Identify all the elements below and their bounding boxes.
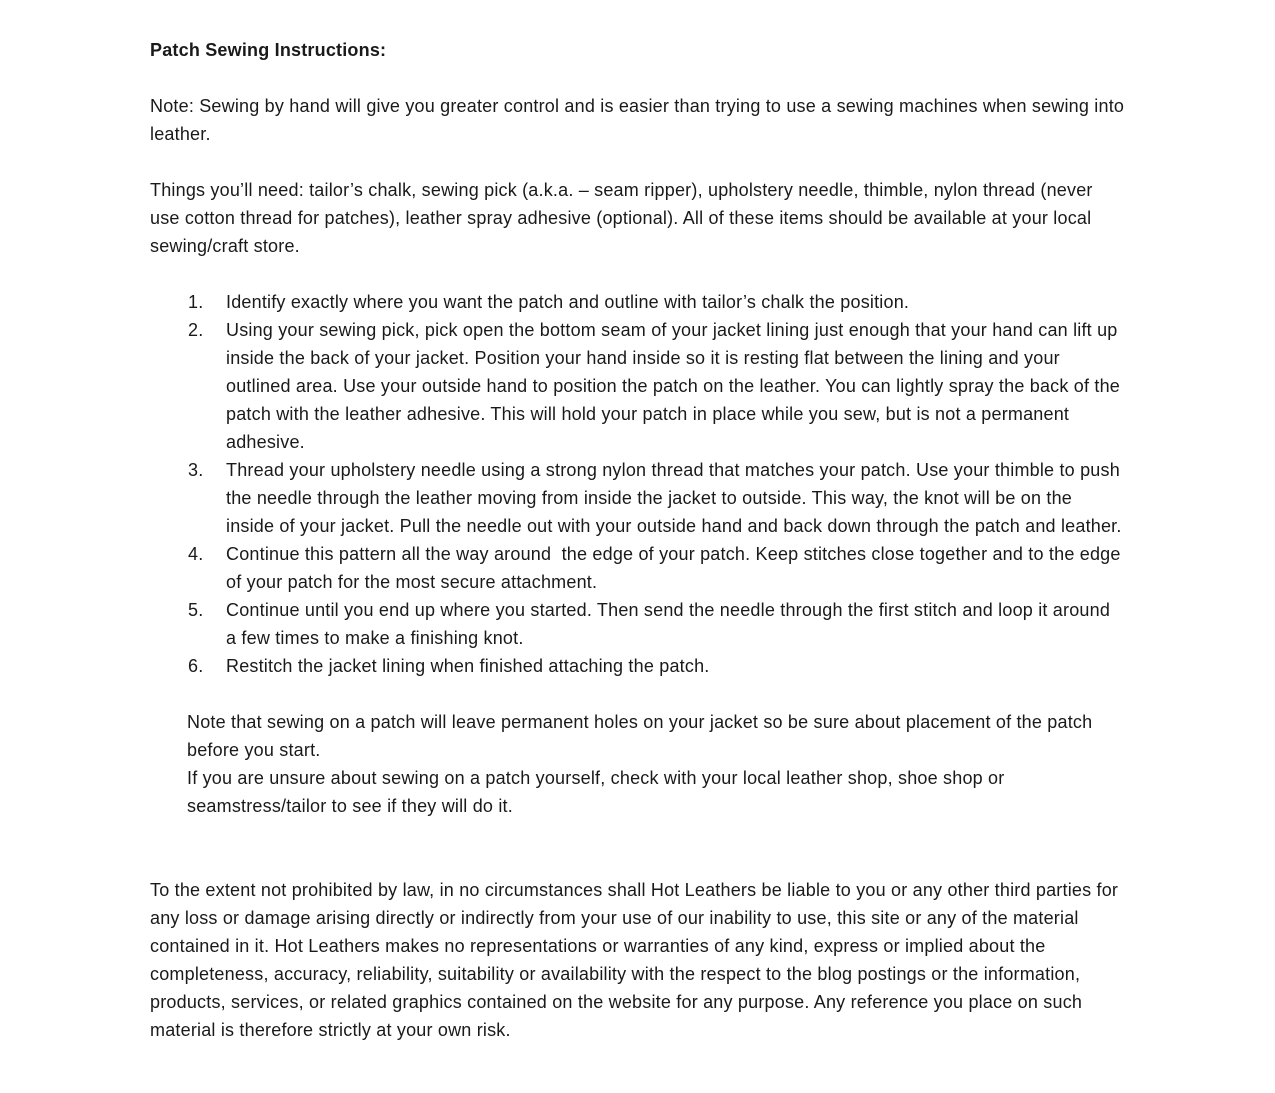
instruction-steps-list xyxy=(150,288,1125,680)
step-item-4 xyxy=(188,540,1125,596)
materials-paragraph: Things you’ll need: tailor’s chalk, sewing pick (a.k.a. – seam ripper), upholstery needle, thimble, nylon thread (never use cotton thread for patches), leather spray adhesive (optional). All of these items should be available at your local sewing/craft store. xyxy=(150,180,1098,256)
step-number: 5. xyxy=(188,600,204,620)
step-text: Restitch the jacket lining when finished attaching the patch. xyxy=(226,656,710,676)
hand-sewing-note-paragraph: Note: Sewing by hand will give you greater control and is easier than trying to use a sewing machines when sewing into leather. xyxy=(150,96,1130,144)
step-number: 3. xyxy=(188,460,204,480)
step-number: 2. xyxy=(188,320,204,340)
step-number: 1. xyxy=(188,292,204,312)
document-title: Patch Sewing Instructions: xyxy=(150,40,387,60)
disclaimer-paragraph: To the extent not prohibited by law, in no circumstances shall Hot Leathers be liable to you or any other third parties for any loss or damage arising directly or indirectly from your use of our inability to use, this site or any of the material contained in it. Hot Leathers makes no representations or warranties of any kind, express or implied about the completeness, accuracy, reliability, suitability or availability with the respect to the blog postings or the information, products, services, or related graphics contained on the website for any purpose. Any reference you place on such material is therefore strictly at your own risk. xyxy=(150,880,1124,1040)
step-text: Using your sewing pick, pick open the bottom seam of your jacket lining just enough that your hand can lift up inside the back of your jacket. Position your hand inside so it is resting flat between the lining and your outlined area. Use your outside hand to position the patch on the leather. You can lightly spray the back of the patch with the leather adhesive. This will hold your patch in place while you sew, but is not a permanent adhesive. xyxy=(226,320,1126,452)
step-number: 4. xyxy=(188,544,204,564)
placement-note-line-1: Note that sewing on a patch will leave permanent holes on your jacket so be sure about placement of the patch before you start. xyxy=(187,712,1098,760)
placement-note-line-2: If you are unsure about sewing on a patch yourself, check with your local leather shop, shoe shop or seamstress/tailor to see if they will do it. xyxy=(187,768,1010,816)
step-text: Identify exactly where you want the patch and outline with tailor’s chalk the position. xyxy=(226,292,910,312)
step-text: Continue until you end up where you started. Then send the needle through the first stitch and loop it around a few times to make a finishing knot. xyxy=(226,600,1116,648)
step-item-6 xyxy=(188,652,1125,680)
step-text: Continue this pattern all the way around the edge of your patch. Keep stitches close together and to the edge of your patch for the most secure attachment. xyxy=(226,544,1126,592)
step-item-5 xyxy=(188,596,1125,652)
step-item-2 xyxy=(188,316,1125,456)
step-item-3 xyxy=(188,456,1125,540)
placement-note-block xyxy=(187,708,1125,820)
step-number: 6. xyxy=(188,656,204,676)
step-text: Thread your upholstery needle using a strong nylon thread that matches your patch. Use your thimble to push the needle through the leather moving from inside the jacket to outside. This way, the knot will be on the inside of your jacket. Pull the needle out with your outside hand and back down through the patch and leather. xyxy=(226,460,1126,536)
step-item-1 xyxy=(188,288,1125,316)
